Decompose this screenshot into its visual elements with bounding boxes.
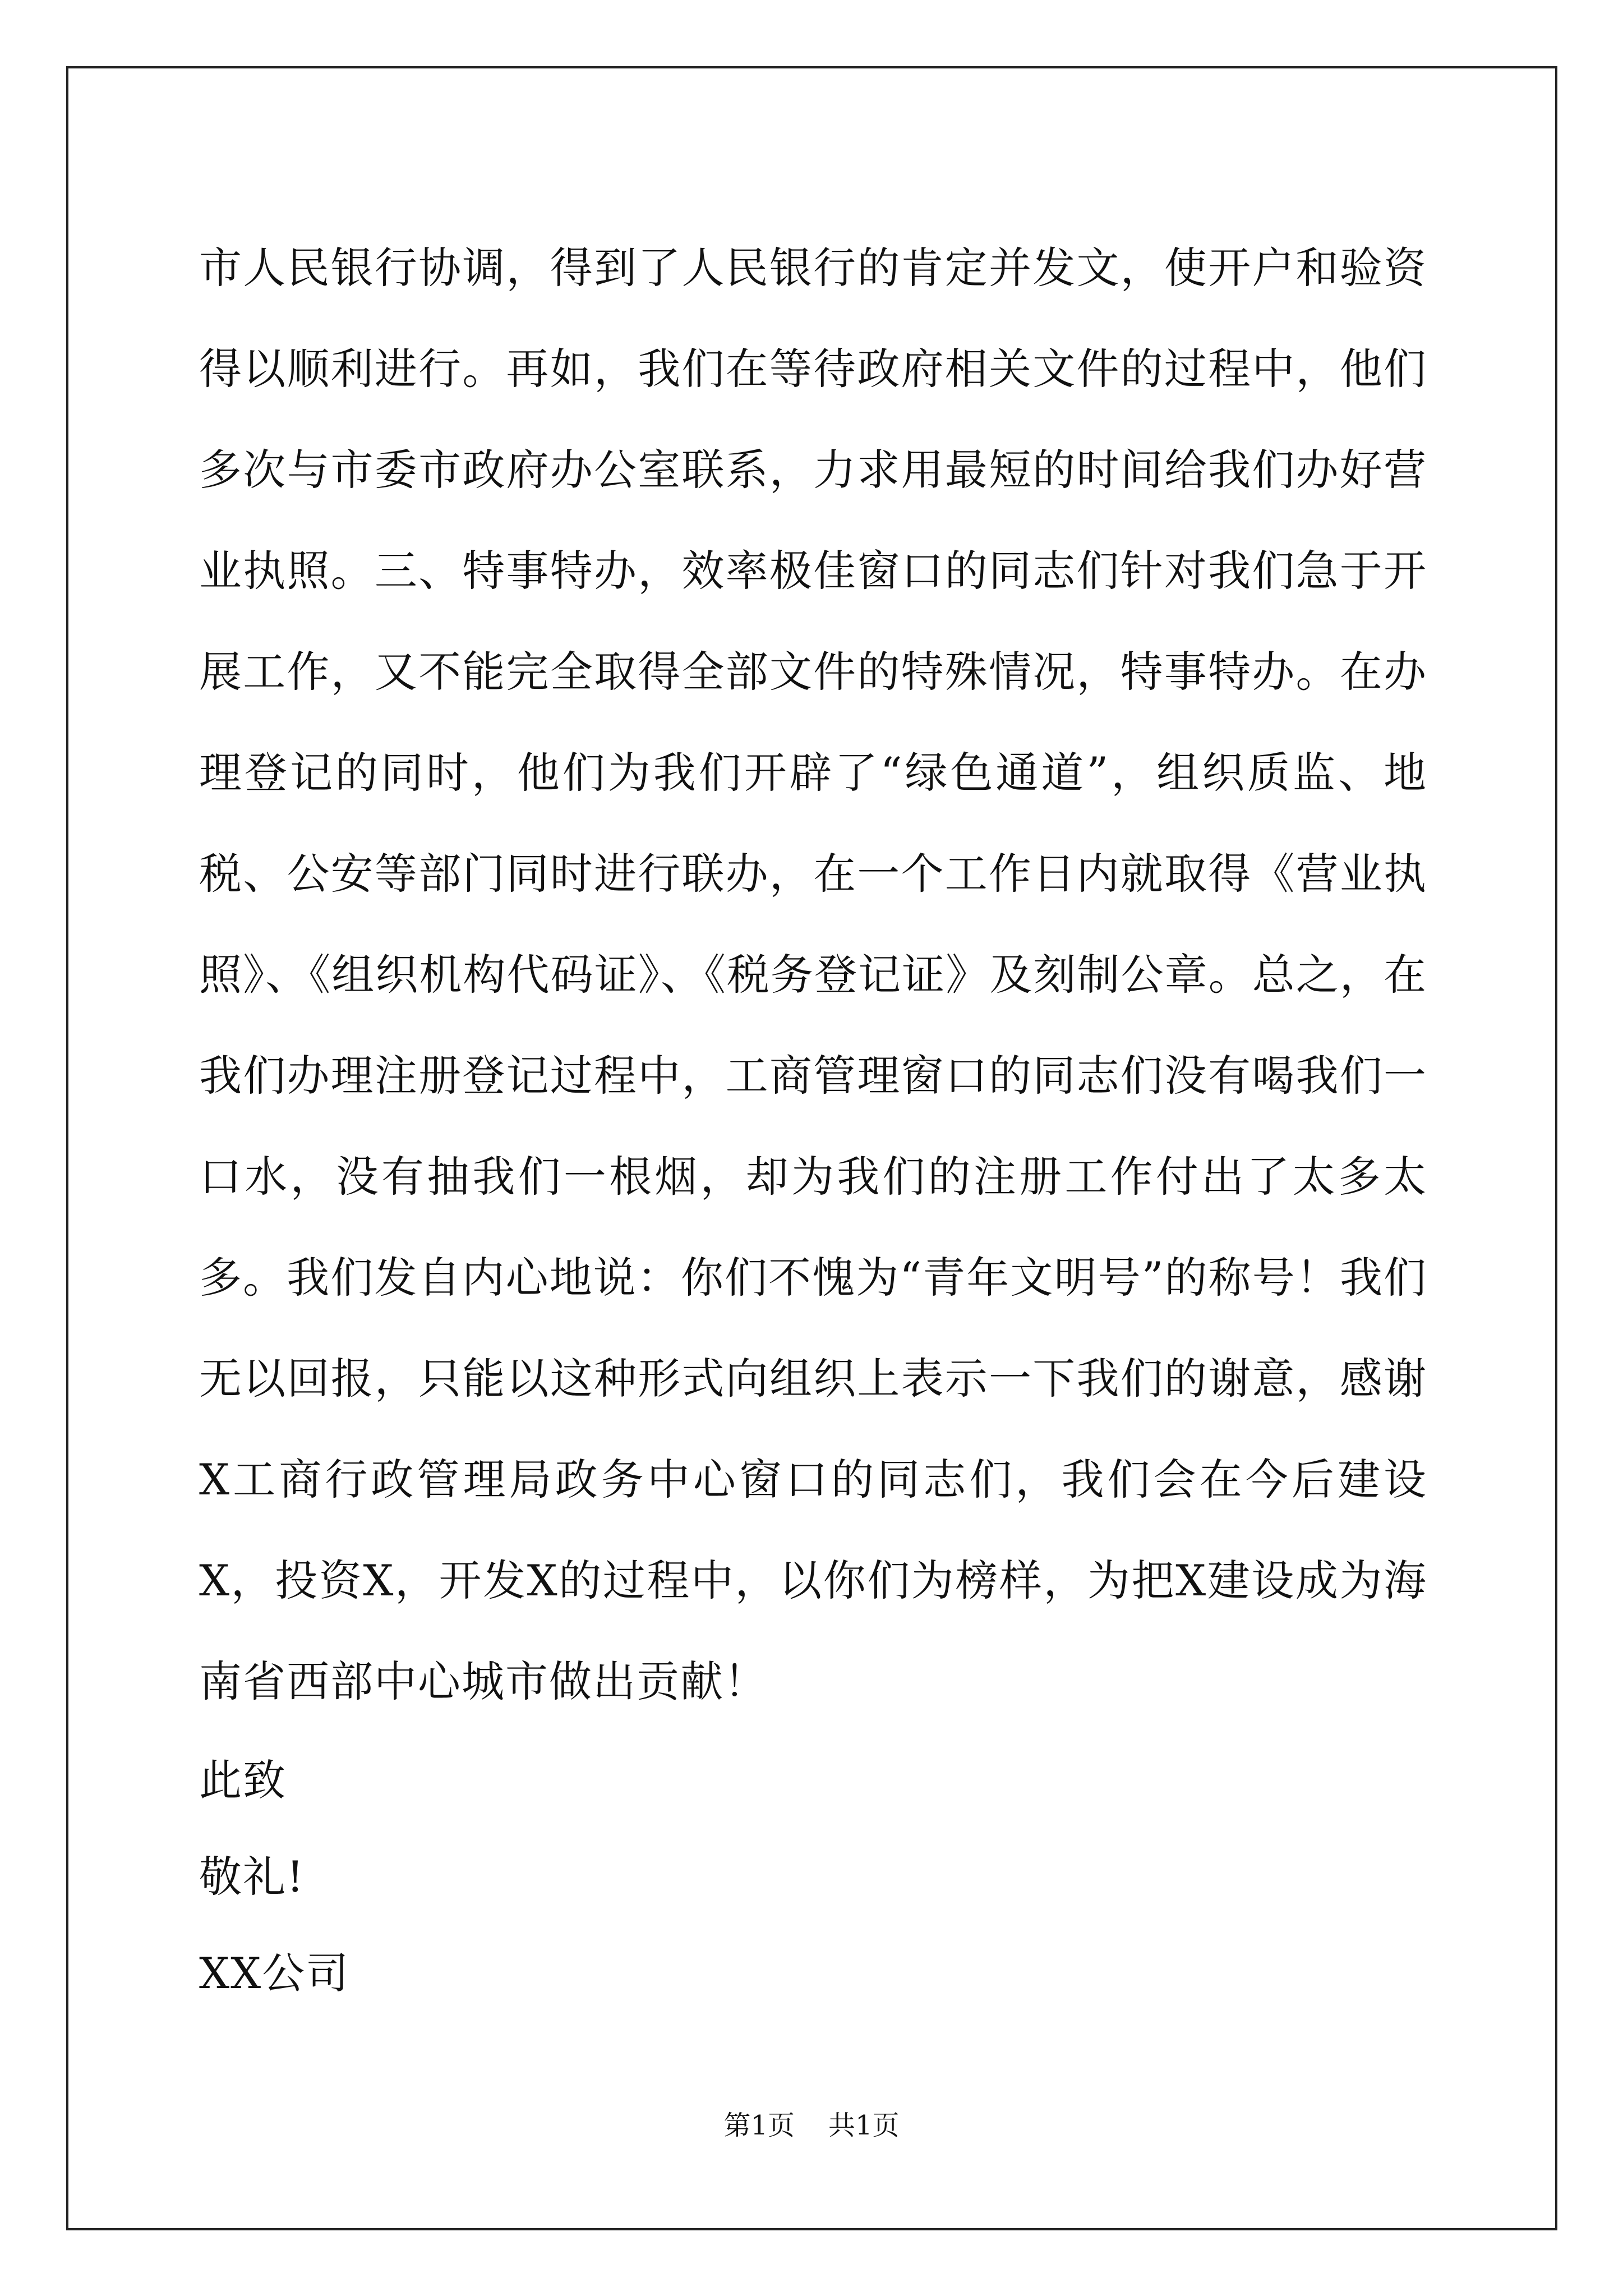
salute-line: 敬礼! (199, 1852, 305, 1902)
letter-body (199, 218, 1427, 2022)
closing-line: 此致 (199, 1755, 287, 1805)
page-number: 第1页 (723, 2110, 795, 2141)
page-footer (0, 2104, 1623, 2142)
body-paragraph: 市人民银行协调，得到了人民银行的肯定并发文，使开户和验资得以顺利进行。再如，我们在等待政府相关文件的过程中，他们多次与市委市政府办公室联系，力求用最短的时间给我们办好营业执照。三、特事特办，效率极佳窗口的同志们针对我们急于开展工作，又不能完全取得全部文件的特殊情况，特事特办。在办理登记的同时，他们为我们开辟了“绿色通道”，组织质监、地税、公安等部门同时进行联办，在一个工作日内就取得《营业执照》、《组织机构代码证》、《税务登记证》及刻制公章。总之，在我们办理注册登记过程中，工商管理窗口的同志们没有喝我们一口水，没有抽我们一根烟，却为我们的注册工作付出了太多太多。我们发自内心地说：你们不愧为“青年文明号”的称号！我们无以回报，只能以这种形式向组织上表示一下我们的谢意，感谢X工商行政管理局政务中心窗口的同志们，我们会在今后建设X，投资X，开发X的过程中，以你们为榜样，为把X建设成为海南省西部中心城市做出贡献！ (199, 243, 1427, 1706)
signature-line: XX公司 (199, 1948, 350, 1998)
page-count: 共1页 (828, 2110, 900, 2141)
